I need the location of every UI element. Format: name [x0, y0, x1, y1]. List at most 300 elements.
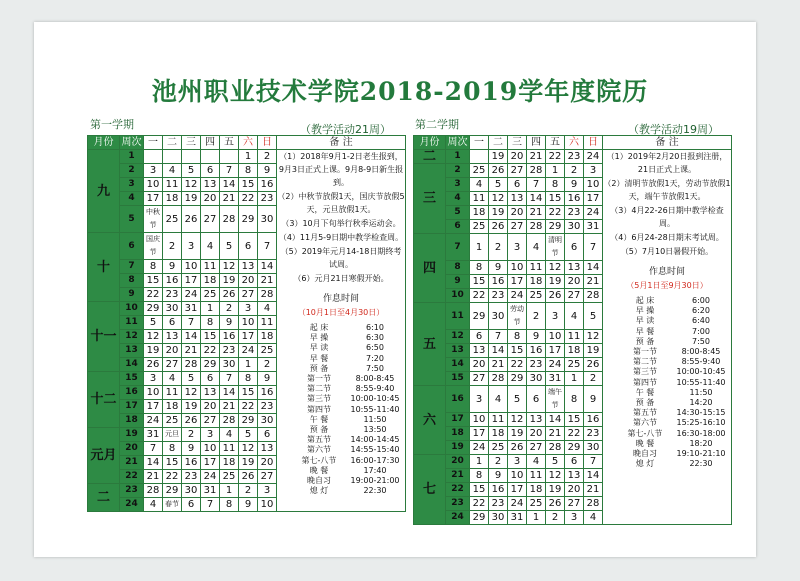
day-cell [163, 150, 182, 164]
schedule-label: 早 操 [309, 333, 329, 343]
semester2-activity: （教学活动19周） [628, 123, 719, 136]
day-cell: 22 [239, 192, 258, 206]
schedule-time: 7:00 [692, 326, 710, 336]
day-cell: 7 [584, 234, 603, 261]
week-number: 11 [120, 316, 144, 330]
day-cell: 26 [546, 289, 565, 303]
day-cell: 29 [565, 441, 584, 455]
day-cell: 12 [144, 330, 163, 344]
week-number: 22 [446, 483, 470, 497]
day-cell: 6 [239, 233, 258, 260]
day-cell: 15 [470, 483, 489, 497]
day-cell: 3 [258, 484, 277, 498]
day-cell: 21 [220, 400, 239, 414]
day-cell: 28 [527, 220, 546, 234]
day-cell: 11 [163, 178, 182, 192]
day-cell: 22 [144, 288, 163, 302]
schedule-label: 第二节 [633, 357, 657, 367]
day-cell: 30 [182, 484, 201, 498]
day-cell: 17 [584, 192, 603, 206]
day-cell: 11 [163, 386, 182, 400]
week-number: 10 [120, 302, 144, 316]
schedule-row [277, 333, 405, 343]
schedule-label: 第一节 [307, 374, 331, 384]
day-cell: 23 [565, 206, 584, 220]
weekday-header: 三 [508, 136, 527, 150]
day-cell: 13 [201, 178, 220, 192]
schedule-row [603, 449, 731, 459]
day-cell: 28 [220, 206, 239, 233]
week-number: 17 [120, 400, 144, 414]
schedule-row [277, 466, 405, 476]
week-number: 13 [446, 344, 470, 358]
day-cell: 12 [239, 442, 258, 456]
day-cell: 15 [163, 456, 182, 470]
day-cell: 2 [182, 428, 201, 442]
day-cell: 23 [163, 288, 182, 302]
day-cell: 18 [201, 274, 220, 288]
schedule-row [277, 343, 405, 353]
day-cell: 17 [144, 400, 163, 414]
day-cell: 13 [239, 260, 258, 274]
day-cell: 14 [220, 178, 239, 192]
day-cell: 23 [489, 289, 508, 303]
schedule-label: 熄 灯 [309, 486, 329, 496]
day-cell: 29 [239, 206, 258, 233]
week-number: 19 [446, 441, 470, 455]
week-number: 22 [120, 470, 144, 484]
schedule-label: 预 备 [309, 363, 329, 373]
day-cell: 1 [546, 164, 565, 178]
day-cell: 2 [527, 303, 546, 330]
week-number: 9 [446, 275, 470, 289]
schedule-row [277, 384, 405, 394]
day-cell: 20 [163, 344, 182, 358]
day-cell: 10 [584, 178, 603, 192]
day-cell: 28 [220, 414, 239, 428]
schedule-time: 19:00-21:00 [350, 476, 400, 486]
week-number: 18 [120, 414, 144, 428]
day-cell: 30 [489, 303, 508, 330]
day-cell: 30 [258, 414, 277, 428]
schedule-label: 第六节 [307, 445, 331, 455]
schedule-row [277, 354, 405, 364]
schedule-time: 7:50 [366, 363, 384, 373]
week-number: 19 [120, 428, 144, 442]
schedule-label: 晚 餐 [635, 438, 655, 448]
day-cell: 25 [163, 414, 182, 428]
day-cell [144, 150, 163, 164]
day-cell: 19 [489, 206, 508, 220]
day-cell: 7 [201, 498, 220, 512]
day-cell: 19 [144, 344, 163, 358]
day-cell: 29 [163, 484, 182, 498]
week-row [414, 150, 732, 164]
day-cell: 3 [182, 233, 201, 260]
day-cell: 9 [584, 386, 603, 413]
day-cell: 28 [546, 441, 565, 455]
day-cell: 3 [546, 303, 565, 330]
schedule-label: 早 餐 [635, 326, 655, 336]
day-cell: 28 [584, 497, 603, 511]
month-cell: 十一 [88, 302, 120, 372]
day-cell: 5 [182, 164, 201, 178]
schedule-row [603, 316, 731, 326]
schedule-label: 第七-八节 [301, 455, 337, 465]
month-header: 月份 [414, 136, 446, 150]
day-cell: 13 [565, 469, 584, 483]
day-cell: 30 [527, 372, 546, 386]
day-cell: 28 [584, 289, 603, 303]
day-cell: 15 [508, 344, 527, 358]
schedule-title: 作息时间 [648, 267, 685, 277]
month-cell: 九 [88, 150, 120, 233]
day-cell: 28 [144, 484, 163, 498]
day-cell: 2 [258, 150, 277, 164]
week-header: 周次 [121, 137, 142, 148]
holiday-cell: 国庆节 [144, 233, 163, 260]
month-cell: 二 [88, 484, 120, 512]
semester2-label: 第二学期 [415, 118, 459, 131]
day-cell: 26 [584, 358, 603, 372]
day-cell: 18 [163, 400, 182, 414]
day-cell: 1 [239, 150, 258, 164]
week-number: 24 [120, 498, 144, 512]
schedule-time: 10:00-10:45 [676, 367, 726, 377]
day-cell: 26 [489, 220, 508, 234]
day-cell: 17 [144, 192, 163, 206]
day-cell: 12 [489, 192, 508, 206]
weekday-header: 六 [565, 136, 584, 150]
day-cell: 10 [239, 316, 258, 330]
day-cell: 30 [220, 358, 239, 372]
week-number: 20 [120, 442, 144, 456]
schedule-time: 6:00 [692, 296, 710, 305]
holiday-cell: 中秋节 [144, 206, 163, 233]
schedule-row [277, 476, 405, 486]
schedule-label: 早 读 [635, 316, 655, 326]
semester1-calendar-table [87, 135, 406, 512]
day-cell: 11 [489, 413, 508, 427]
day-cell: 21 [584, 275, 603, 289]
day-cell: 10 [508, 261, 527, 275]
page-title: 池州职业技术学院2018-2019学年度院历 [151, 77, 649, 106]
day-cell: 20 [508, 206, 527, 220]
day-cell: 1 [470, 234, 489, 261]
day-cell: 8 [470, 469, 489, 483]
day-cell: 24 [584, 206, 603, 220]
weekday-header: 一 [144, 136, 163, 150]
day-cell: 14 [220, 386, 239, 400]
day-cell: 4 [527, 234, 546, 261]
schedule-label: 第三节 [307, 394, 331, 404]
week-number: 2 [120, 164, 144, 178]
schedule-time: 13:50 [363, 425, 387, 435]
day-cell: 20 [239, 274, 258, 288]
week-number: 23 [446, 497, 470, 511]
day-cell: 18 [489, 427, 508, 441]
day-cell: 6 [508, 178, 527, 192]
schedule-row [603, 408, 731, 418]
day-cell: 5 [239, 428, 258, 442]
day-cell: 18 [565, 344, 584, 358]
semester2-calendar-table [413, 135, 732, 525]
day-cell: 14 [489, 344, 508, 358]
day-cell: 22 [508, 358, 527, 372]
schedule-row [277, 405, 405, 415]
day-cell: 21 [489, 358, 508, 372]
schedule-time: 10:00-10:45 [350, 394, 400, 404]
day-cell: 15 [546, 192, 565, 206]
day-cell: 30 [565, 220, 584, 234]
week-header: 周次 [447, 137, 468, 148]
day-cell: 10 [546, 330, 565, 344]
schedule-row [603, 306, 731, 316]
schedule-row [603, 378, 731, 388]
week-number: 5 [446, 206, 470, 220]
note-item: （1）2018年9月1-2日老生报到，9月3日正式上课。9月8-9日新生报到。 [278, 152, 404, 187]
day-cell: 17 [201, 456, 220, 470]
day-cell: 16 [258, 178, 277, 192]
day-cell: 16 [258, 386, 277, 400]
day-cell: 13 [163, 330, 182, 344]
day-cell: 28 [258, 288, 277, 302]
week-number: 24 [446, 511, 470, 525]
day-cell: 27 [470, 372, 489, 386]
day-cell: 3 [565, 511, 584, 525]
day-cell: 13 [258, 442, 277, 456]
day-cell: 10 [258, 498, 277, 512]
day-cell: 5 [546, 455, 565, 469]
day-cell: 13 [201, 386, 220, 400]
day-cell: 8 [239, 164, 258, 178]
day-cell: 18 [258, 330, 277, 344]
day-cell: 4 [163, 164, 182, 178]
day-cell: 8 [546, 178, 565, 192]
schedule-row [277, 394, 405, 404]
day-cell: 19 [546, 275, 565, 289]
day-cell: 6 [565, 234, 584, 261]
day-cell: 17 [508, 483, 527, 497]
day-cell: 13 [508, 192, 527, 206]
day-cell: 21 [527, 206, 546, 220]
schedule-row [277, 456, 405, 466]
schedule-label: 第五节 [307, 435, 331, 445]
day-cell: 17 [239, 330, 258, 344]
day-cell: 2 [220, 302, 239, 316]
schedule-time: 14:00-14:45 [350, 435, 400, 445]
day-cell: 3 [470, 386, 489, 413]
day-cell: 21 [182, 344, 201, 358]
day-cell: 19 [489, 150, 508, 164]
holiday-cell: 清明节 [546, 234, 565, 261]
day-cell: 4 [565, 303, 584, 330]
day-cell: 15 [201, 330, 220, 344]
schedule-label: 午 餐 [635, 387, 655, 397]
schedule-row [603, 367, 731, 377]
day-cell: 27 [239, 288, 258, 302]
day-cell: 5 [220, 233, 239, 260]
week-number: 1 [120, 150, 144, 164]
schedule-row [603, 357, 731, 367]
note-item: （3）4月22-26日期中教学检查周。 [610, 206, 724, 228]
day-cell: 28 [489, 372, 508, 386]
schedule-time: 22:30 [689, 459, 713, 469]
week-number: 16 [446, 386, 470, 413]
week-number: 23 [120, 484, 144, 498]
month-cell: 十二 [88, 372, 120, 428]
schedule-time: 6:40 [692, 316, 710, 326]
day-cell: 21 [546, 427, 565, 441]
day-cell: 18 [527, 275, 546, 289]
schedule-label: 预 备 [309, 425, 329, 435]
day-cell: 27 [565, 497, 584, 511]
day-cell: 29 [239, 414, 258, 428]
week-number: 8 [446, 261, 470, 275]
day-cell: 20 [508, 150, 527, 164]
day-cell: 21 [584, 483, 603, 497]
schedule-time: 10:55-11:40 [350, 404, 400, 414]
day-cell [470, 150, 489, 164]
day-cell: 2 [258, 358, 277, 372]
day-cell: 21 [527, 150, 546, 164]
day-cell: 10 [201, 442, 220, 456]
week-number: 21 [446, 469, 470, 483]
schedule-row [277, 323, 405, 333]
day-cell: 19 [239, 456, 258, 470]
week-number: 16 [120, 386, 144, 400]
week-number: 7 [446, 234, 470, 261]
day-cell: 25 [470, 164, 489, 178]
week-number: 3 [446, 178, 470, 192]
day-cell: 24 [201, 470, 220, 484]
day-cell: 23 [258, 400, 277, 414]
day-cell: 7 [489, 330, 508, 344]
day-cell: 5 [182, 372, 201, 386]
day-cell: 29 [470, 303, 489, 330]
note-item: （4）11月5-9日期中教学检查周。 [278, 233, 404, 242]
day-cell: 26 [144, 358, 163, 372]
day-cell: 6 [201, 164, 220, 178]
schedule-time: 14:55-15:40 [350, 445, 400, 455]
day-cell: 7 [144, 442, 163, 456]
day-cell: 18 [163, 192, 182, 206]
week-number: 14 [120, 358, 144, 372]
day-cell: 27 [508, 220, 527, 234]
schedule-row [277, 486, 405, 496]
day-cell: 11 [527, 261, 546, 275]
notes-panel [277, 150, 406, 512]
day-cell: 16 [489, 275, 508, 289]
schedule-row [277, 374, 405, 384]
weekday-header: 日 [258, 136, 277, 150]
day-cell: 30 [258, 206, 277, 233]
day-cell: 12 [182, 178, 201, 192]
day-cell: 22 [201, 344, 220, 358]
day-cell: 21 [144, 470, 163, 484]
schedule-time: 7:50 [692, 336, 710, 346]
month-cell: 三 [414, 164, 446, 234]
day-cell: 10 [508, 469, 527, 483]
schedule-time: 8:00-8:45 [681, 347, 721, 357]
week-number: 10 [446, 289, 470, 303]
day-cell: 24 [508, 497, 527, 511]
day-cell: 8 [508, 330, 527, 344]
day-cell: 4 [489, 386, 508, 413]
day-cell: 12 [182, 386, 201, 400]
schedule-time: 7:20 [366, 353, 384, 363]
week-number: 20 [446, 455, 470, 469]
schedule-time: 11:50 [363, 414, 387, 424]
day-cell: 19 [508, 427, 527, 441]
day-cell: 6 [258, 428, 277, 442]
day-cell: 25 [201, 288, 220, 302]
week-number: 18 [446, 427, 470, 441]
day-cell: 27 [565, 289, 584, 303]
schedule-time: 14:30-15:15 [676, 408, 726, 418]
schedule-row [277, 425, 405, 435]
day-cell: 27 [527, 441, 546, 455]
day-cell: 18 [527, 483, 546, 497]
note-item: （3）10月下旬举行秋季运动会。 [281, 219, 401, 228]
header-row [88, 136, 406, 150]
schedule-time: 11:50 [689, 387, 713, 397]
day-cell: 14 [584, 469, 603, 483]
day-cell: 14 [258, 260, 277, 274]
day-cell: 26 [239, 470, 258, 484]
day-cell: 15 [470, 275, 489, 289]
schedule-row [277, 364, 405, 374]
schedule-time: 6:30 [366, 333, 384, 343]
day-cell: 6 [201, 372, 220, 386]
day-cell: 29 [508, 372, 527, 386]
day-cell: 19 [584, 344, 603, 358]
schedule-row [603, 347, 731, 357]
day-cell: 2 [489, 234, 508, 261]
notes-header: 备 注 [277, 136, 406, 150]
schedule-row [277, 415, 405, 425]
schedule-row [603, 296, 731, 306]
schedule-row [603, 418, 731, 428]
schedule-row [603, 398, 731, 408]
schedule-time: 15:25-16:10 [676, 418, 726, 428]
day-cell: 26 [182, 206, 201, 233]
day-cell: 1 [220, 484, 239, 498]
day-cell: 8 [201, 316, 220, 330]
day-cell: 31 [508, 511, 527, 525]
schedule-label: 早 餐 [309, 353, 329, 363]
schedule-row [603, 388, 731, 398]
schedule-time: 16:30-18:00 [676, 428, 726, 438]
day-cell: 15 [239, 386, 258, 400]
schedule-time: 8:55-9:40 [681, 357, 721, 367]
day-cell: 15 [144, 274, 163, 288]
schedule-label: 晚 餐 [309, 465, 329, 475]
day-cell: 13 [565, 261, 584, 275]
day-cell: 22 [565, 427, 584, 441]
day-cell: 25 [489, 441, 508, 455]
schedule-time: 10:55-11:40 [676, 377, 726, 387]
day-cell: 25 [527, 289, 546, 303]
day-cell: 5 [584, 303, 603, 330]
day-cell: 2 [546, 511, 565, 525]
day-cell: 17 [182, 274, 201, 288]
day-cell: 25 [565, 358, 584, 372]
weekday-header: 日 [584, 136, 603, 150]
day-cell: 22 [470, 289, 489, 303]
month-cell: 六 [414, 386, 446, 455]
day-cell: 8 [239, 372, 258, 386]
